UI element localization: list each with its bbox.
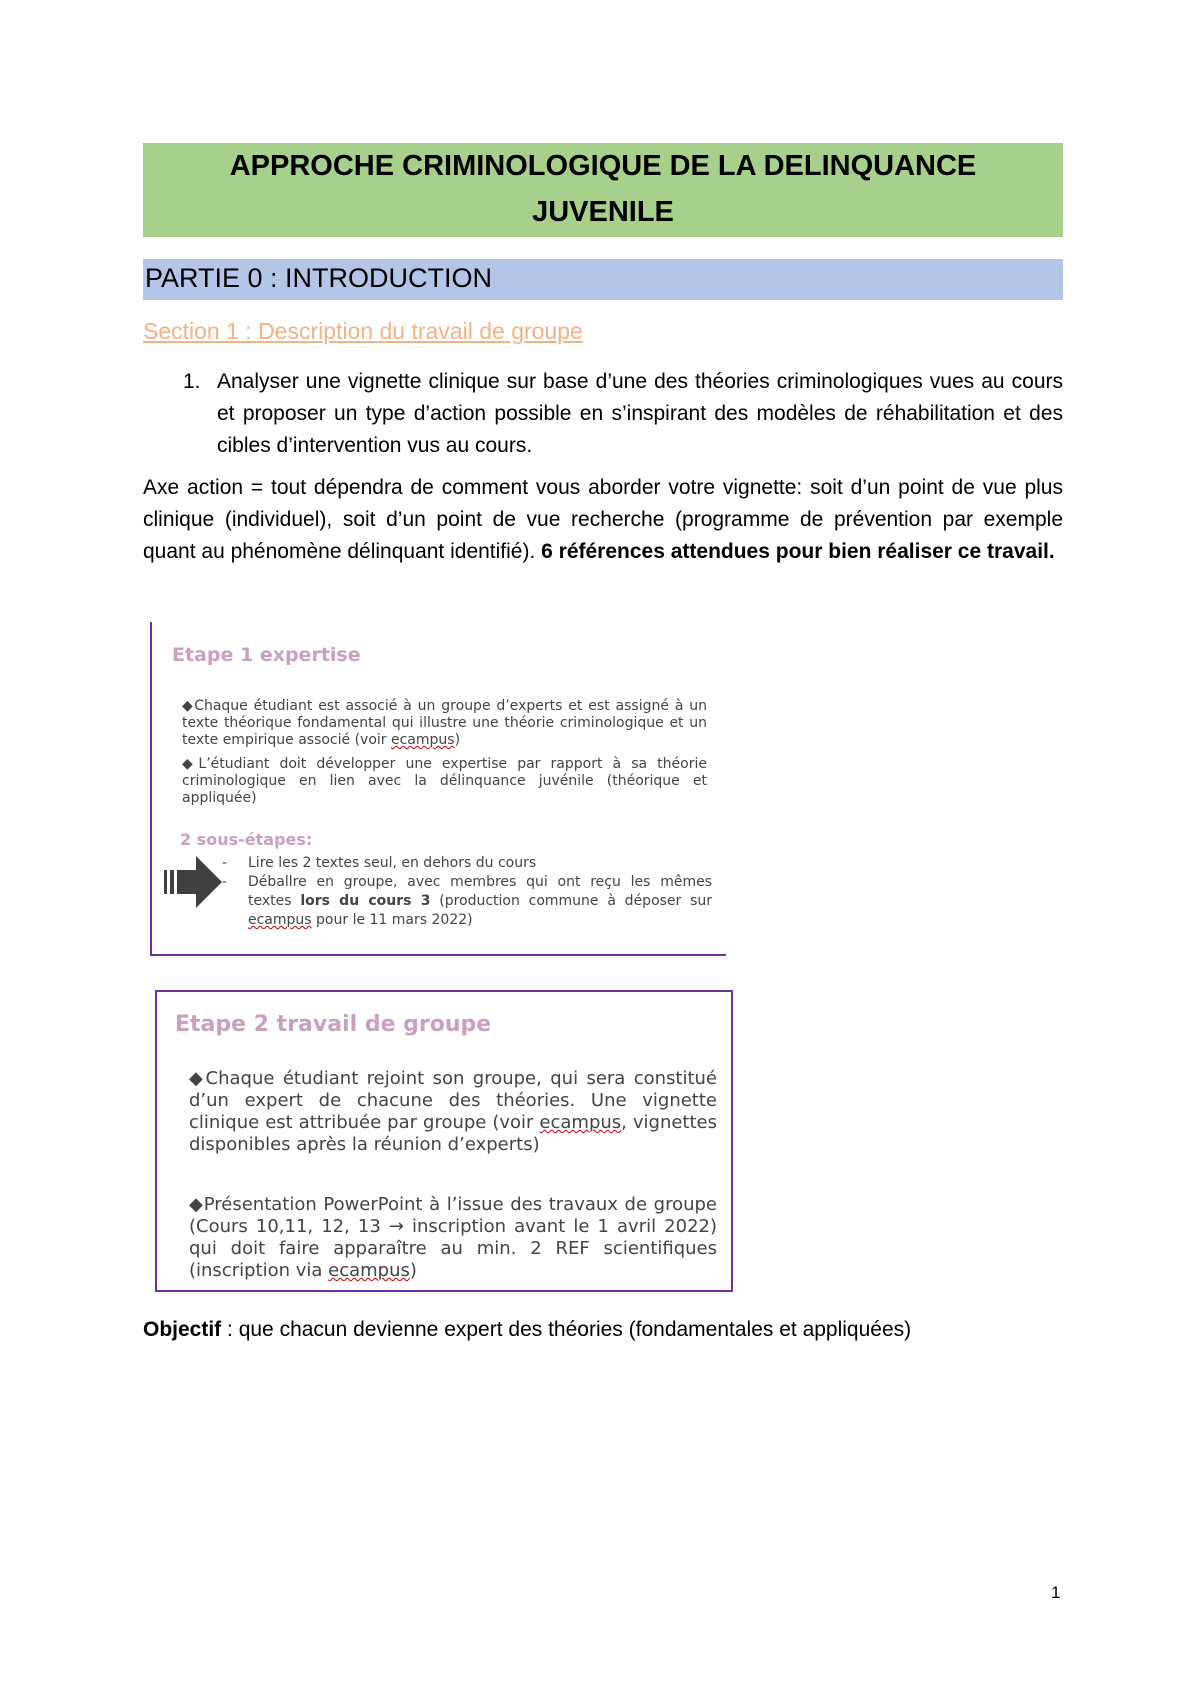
ecampus-link[interactable]: ecampus bbox=[539, 1112, 622, 1133]
dash-marker: - bbox=[222, 874, 228, 890]
bullet-text-end: , vignettes disponibles après la réunion d’experts) bbox=[189, 1112, 717, 1155]
slide-etape-2 bbox=[155, 990, 733, 1292]
sub-step-text-mid: (production commune à déposer sur bbox=[430, 893, 712, 909]
sub-step-item bbox=[222, 873, 712, 930]
objective-line bbox=[143, 1318, 911, 1342]
slide-title: Etape 1 expertise bbox=[172, 644, 361, 666]
bullet-text: Présentation PowerPoint à l’issue des travaux de groupe (Cours 10,11, 12, 13 → inscription avant le 1 avril 2022) qui doit faire apparaître au min. 2 REF scientifiques (inscription via bbox=[189, 1194, 717, 1281]
list-item-text: Analyser une vignette clinique sur base d’une des théories criminologiques vues au cours et proposer un type d’action possible en s’inspirant des modèles de réhabilitation et des cibles d’intervention vus au cours. bbox=[217, 370, 1063, 457]
part-heading-banner bbox=[143, 259, 1063, 300]
slide-bullet bbox=[189, 1194, 717, 1282]
sub-step-text-end: pour le 11 mars 2022) bbox=[311, 912, 473, 928]
diamond-bullet-icon: ◆ bbox=[182, 756, 199, 772]
bullet-text-end: ) bbox=[454, 732, 461, 748]
ecampus-link[interactable]: ecampus bbox=[390, 732, 455, 748]
ecampus-link[interactable]: ecampus bbox=[248, 912, 312, 928]
bullet-text: L’étudiant doit développer une expertise par rapport à sa théorie criminologique en lien avec la délinquance juvénile (théorique et appliquée) bbox=[182, 756, 707, 806]
list-number: 1. bbox=[183, 370, 201, 393]
paragraph-text: Axe action = tout dépendra de comment vous aborder votre vignette: soit d’un point de vue plus clinique (individuel), soit d’un point de vue recherche (programme de prévention par exemple quant au phénomène délinquant identifié). bbox=[143, 476, 1063, 563]
bullet-text: Chaque étudiant rejoint son groupe, qui sera constitué d’un expert de chacune des théories. Une vignette clinique est attribuée par groupe (voir bbox=[189, 1068, 718, 1133]
sub-step-item bbox=[222, 854, 712, 873]
document-title-banner bbox=[143, 143, 1063, 237]
diamond-bullet-icon: ◆ bbox=[182, 698, 195, 714]
objective-text: : que chacun devienne expert des théories (fondamentales et appliquées) bbox=[221, 1318, 912, 1341]
slide-bullet bbox=[182, 698, 707, 749]
numbered-list-item bbox=[183, 366, 1063, 462]
document-title-line1: APPROCHE CRIMINOLOGIQUE DE LA DELINQUANCE bbox=[229, 150, 977, 182]
striped-right-arrow-icon bbox=[164, 856, 224, 908]
section-heading: Section 1 : Description du travail de groupe bbox=[143, 318, 583, 344]
slide-bullet bbox=[189, 1068, 717, 1156]
axe-action-paragraph bbox=[143, 472, 1063, 568]
slide-etape-1 bbox=[150, 622, 726, 956]
sub-step-bold: lors du cours 3 bbox=[300, 893, 431, 909]
diamond-bullet-icon: ◆ bbox=[189, 1194, 204, 1215]
objective-label: Objectif bbox=[143, 1318, 222, 1341]
sub-steps-title: 2 sous-étapes: bbox=[180, 830, 313, 849]
sub-step-text: Déballre en groupe, avec membres qui ont reçu les mêmes textes bbox=[248, 874, 712, 909]
slide-bullet bbox=[182, 756, 707, 807]
slide-title: Etape 2 travail de groupe bbox=[175, 1012, 492, 1037]
document-title-line2: JUVENILE bbox=[532, 196, 674, 228]
paragraph-bold-text: 6 références attendues pour bien réaliser ce travail. bbox=[541, 540, 1055, 563]
bullet-text-end: ) bbox=[409, 1260, 417, 1281]
sub-step-text: Lire les 2 textes seul, en dehors du cours bbox=[248, 855, 537, 871]
page-number: 1 bbox=[1051, 1583, 1061, 1602]
part-heading: PARTIE 0 : INTRODUCTION bbox=[145, 263, 493, 293]
ecampus-link[interactable]: ecampus bbox=[328, 1260, 410, 1281]
bullet-text: Chaque étudiant est associé à un groupe d’experts et est assigné à un texte théorique fondamental qui illustre une théorie criminologique et un texte empirique associé (voir bbox=[182, 698, 707, 748]
dash-marker: - bbox=[222, 855, 228, 871]
sub-steps-list bbox=[222, 854, 712, 930]
diamond-bullet-icon: ◆ bbox=[189, 1068, 206, 1089]
